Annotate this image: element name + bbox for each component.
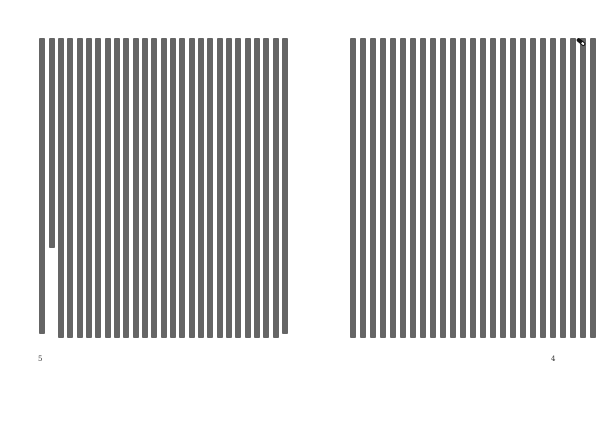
text-line: [570, 38, 576, 338]
text-line: [370, 38, 376, 338]
text-line: [420, 38, 426, 338]
text-line: [77, 38, 83, 338]
text-line: [273, 38, 279, 338]
text-line: [550, 38, 556, 338]
text-line: [263, 38, 269, 338]
text-line: [254, 38, 260, 338]
text-line: [590, 38, 596, 338]
text-line: [114, 38, 120, 338]
text-line: [530, 38, 536, 338]
text-line: [170, 38, 176, 338]
text-line: [500, 38, 506, 338]
page-number-left: 5: [38, 355, 43, 363]
text-line: [480, 38, 486, 338]
text-line: [142, 38, 148, 338]
text-line: [67, 38, 73, 338]
text-line: [217, 38, 223, 338]
text-line: [123, 38, 129, 338]
text-line: [207, 38, 213, 338]
text-line: [470, 38, 476, 338]
text-line: [410, 38, 416, 338]
text-line: [390, 38, 396, 338]
text-line: [95, 38, 101, 338]
text-line: [440, 38, 446, 338]
text-line: [460, 38, 466, 338]
text-line: [235, 38, 241, 338]
text-line: [198, 38, 204, 338]
page-number-right: 4: [551, 355, 556, 363]
text-line: [189, 38, 195, 338]
left-page-text: [36, 38, 288, 338]
text-line: [133, 38, 139, 338]
text-line: [540, 38, 546, 338]
text-line: [430, 38, 436, 338]
text-line: [245, 38, 251, 338]
text-line: [49, 38, 55, 248]
text-line: [58, 38, 64, 338]
text-line: [380, 38, 386, 338]
text-line: [105, 38, 111, 338]
text-line: [360, 38, 366, 338]
text-line: [490, 38, 496, 338]
right-page-text: [346, 38, 596, 338]
text-line: [520, 38, 526, 338]
text-line: [580, 38, 586, 338]
right-page: [300, 0, 600, 429]
text-line: [560, 38, 566, 338]
text-line: [226, 38, 232, 338]
text-line: [510, 38, 516, 338]
text-line: [450, 38, 456, 338]
text-line: [179, 38, 185, 338]
text-line: [86, 38, 92, 338]
text-line: [151, 38, 157, 338]
text-line: [282, 38, 288, 334]
text-line: [161, 38, 167, 338]
text-line: [39, 38, 45, 334]
text-line: [350, 38, 356, 338]
text-line: [400, 38, 406, 338]
